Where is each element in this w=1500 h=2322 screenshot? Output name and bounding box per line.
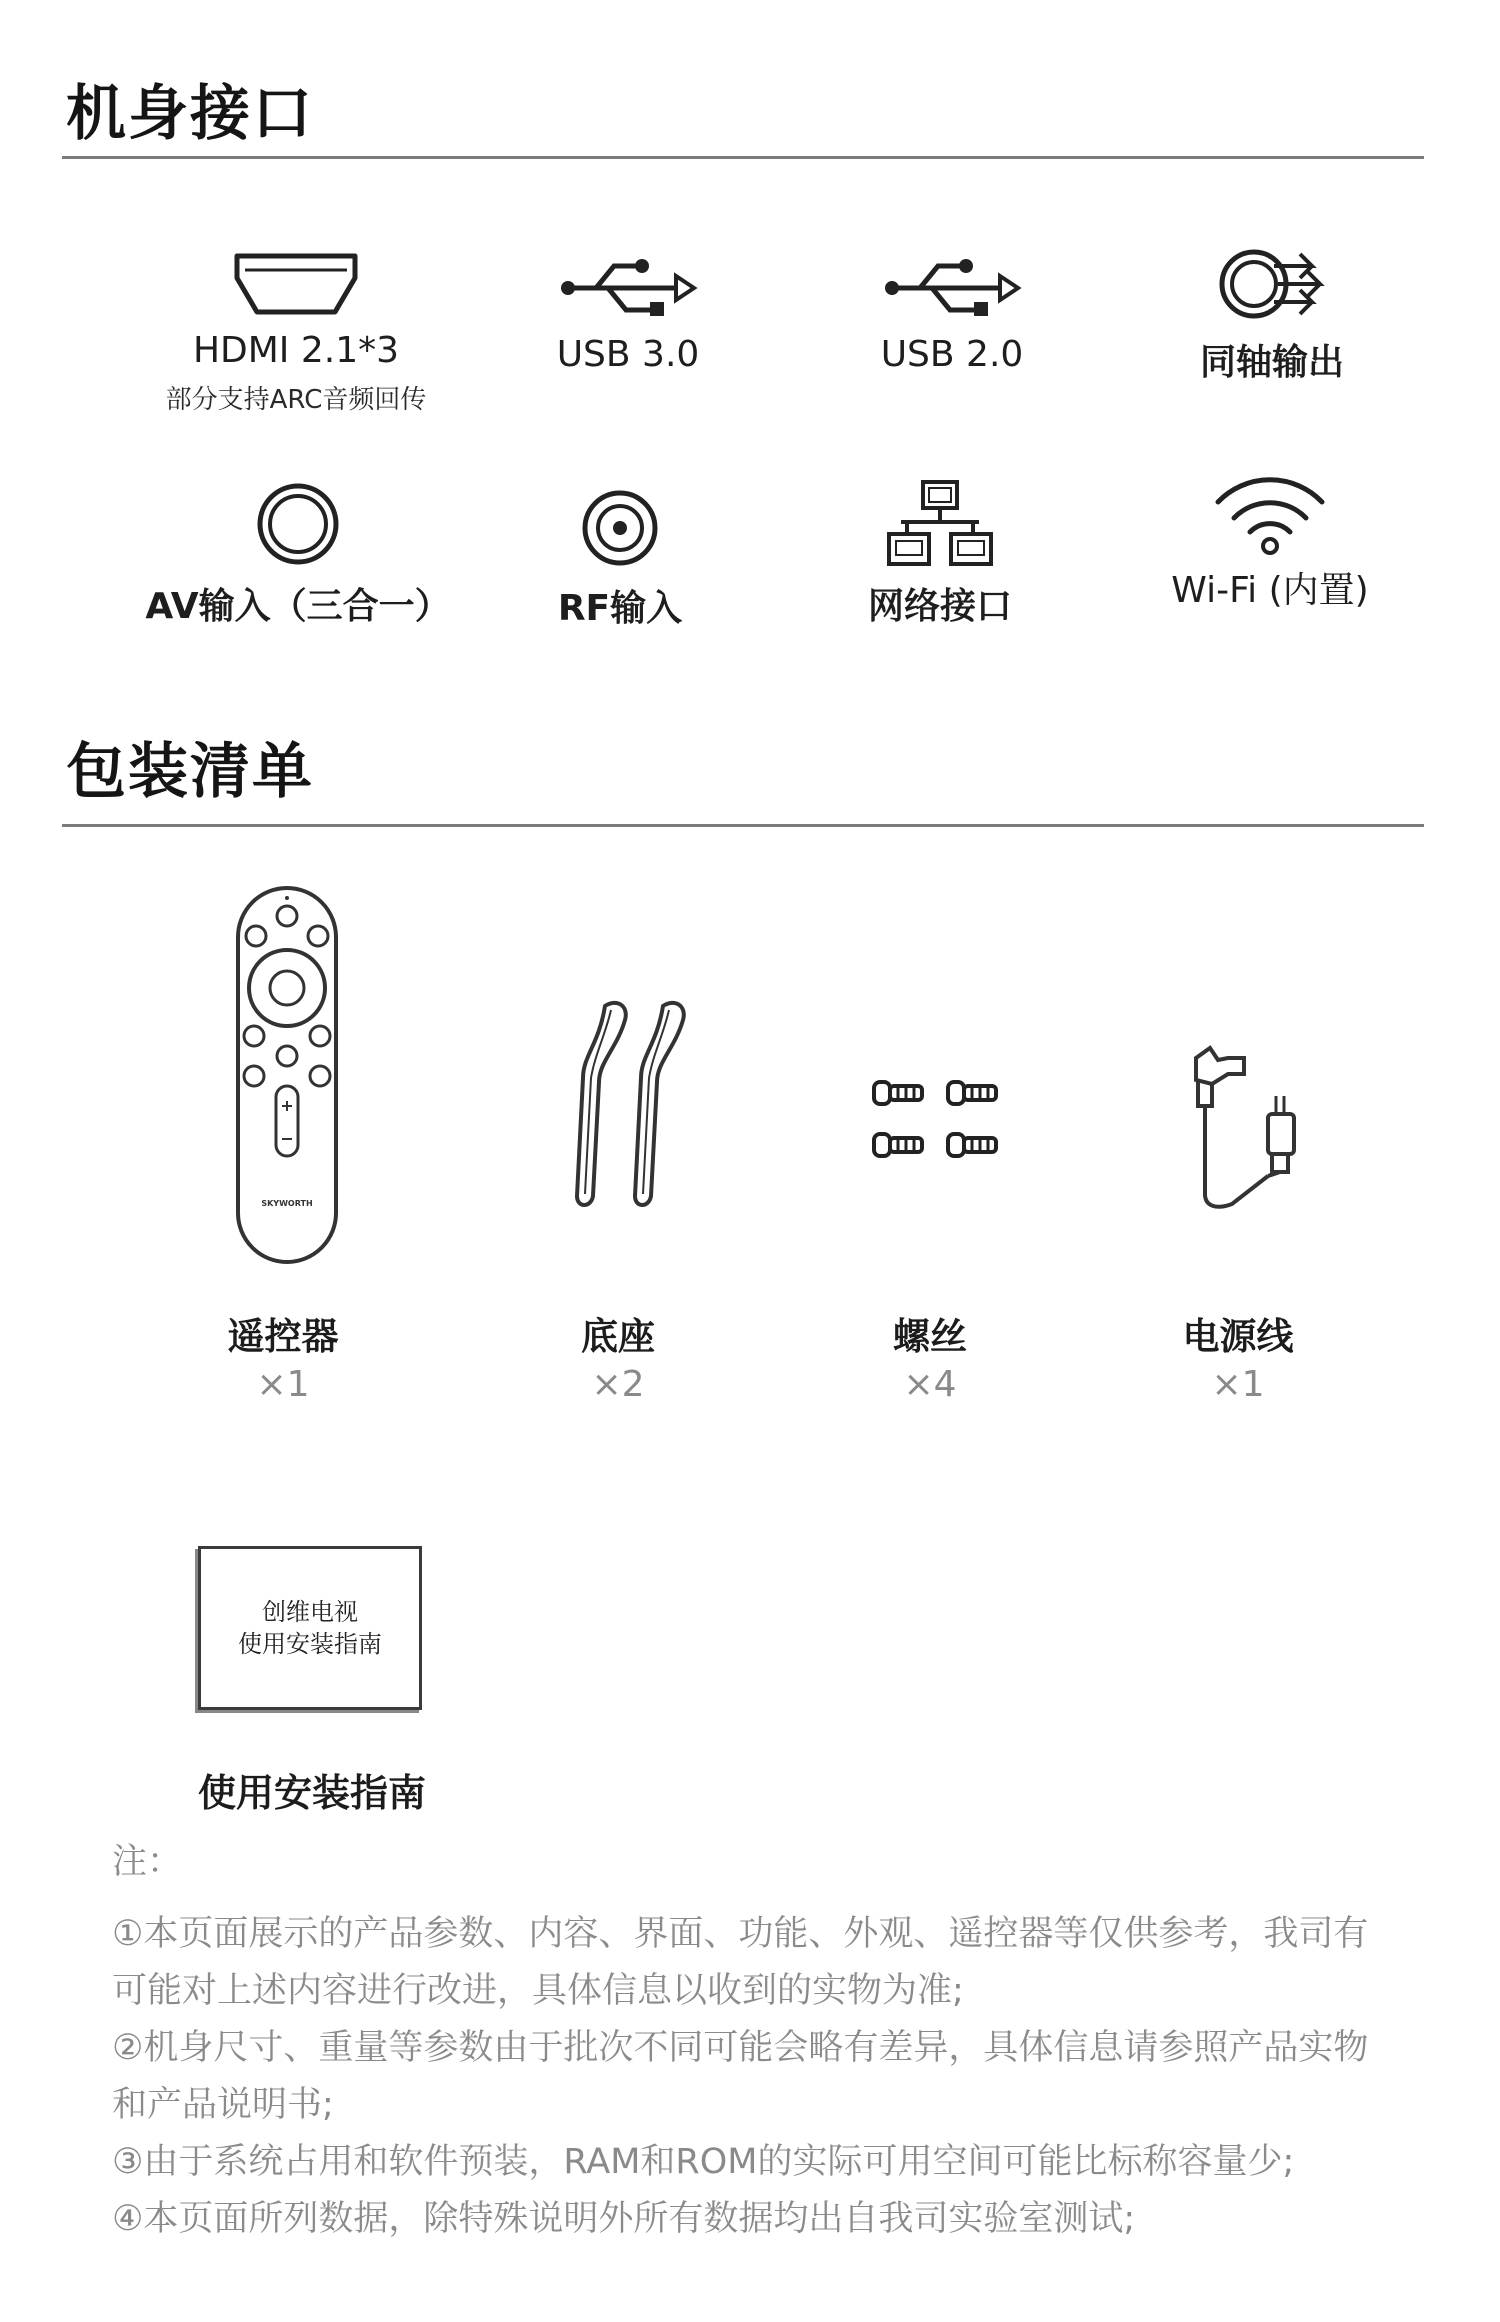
manual-cover-line: 使用安装指南 [238,1630,382,1658]
item-name: 螺丝 [893,1315,967,1358]
package-item-screws [800,1306,1060,1405]
port-coaxial [1112,244,1432,385]
port-usb2 [792,252,1112,375]
item-name: 遥控器 [227,1315,339,1358]
stand-icon [555,996,705,1216]
port-label: HDMI 2.1*3 [192,330,400,371]
port-label: 同轴输出 [1199,342,1344,383]
item-quantity: ×2 [591,1364,645,1405]
section-title-ports: 机身接口 [66,79,314,149]
port-av-input [138,482,458,629]
item-name: 底座 [581,1315,655,1358]
note-item: ④本页面所列数据，除特殊说明外所有数据均出自我司实验室测试; [112,2199,1136,2239]
usb-icon [558,252,698,324]
port-hdmi [136,248,456,416]
wifi-icon [1210,474,1330,556]
network-icon [885,478,995,570]
port-label: USB 3.0 [556,334,700,375]
usb-icon [882,252,1022,324]
item-quantity: ×1 [256,1364,310,1405]
av-input-icon [256,482,340,566]
item-quantity: ×4 [903,1364,957,1405]
item-quantity: ×1 [1211,1364,1265,1405]
item-name: 电源线 [1182,1315,1294,1358]
remote-control-icon [234,884,340,1266]
package-item-remote [153,1306,413,1405]
port-sublabel: 部分支持ARC音频回传 [165,385,427,415]
divider [62,156,1424,159]
port-wifi [1110,474,1430,613]
note-item: ①本页面展示的产品参数、内容、界面、功能、外观、遥控器等仅供参考，我司有 可能对上述内容进行改进，具体信息以收到的实物为准; [112,1914,1369,2011]
note-item: ③由于系统占用和软件预装，RAM和ROM的实际可用空间可能比标称容量少; [112,2142,1295,2182]
remote-brand-logo: SKYWORTH [261,1199,313,1208]
rf-input-icon [580,488,660,568]
port-network [780,478,1100,629]
port-usb3 [468,252,788,375]
section-title-package: 包装清单 [66,737,314,807]
notes [112,1834,1402,2248]
divider [62,824,1424,827]
port-label: USB 2.0 [880,334,1024,375]
package-item-power-cord [1108,1306,1368,1405]
package-item-stand [488,1306,748,1405]
manual-booklet [198,1546,422,1710]
port-label: AV输入（三合一） [145,586,451,627]
screws-icon [868,1072,1004,1176]
manual-caption: 使用安装指南 [198,1771,427,1815]
coaxial-icon [1212,244,1332,324]
port-label: Wi-Fi (内置) [1171,570,1369,611]
notes-heading: 注： [112,1842,183,1882]
power-cord-icon [1172,1044,1302,1214]
port-label: RF输入 [557,588,683,629]
port-label: 网络接口 [867,586,1012,627]
port-rf-input [460,488,780,631]
manual-cover-line: 创维电视 [262,1598,358,1626]
hdmi-icon [231,248,361,320]
note-item: ②机身尺寸、重量等参数由于批次不同可能会略有差异，具体信息请参照产品实物和产品说明书; [112,2028,1369,2125]
